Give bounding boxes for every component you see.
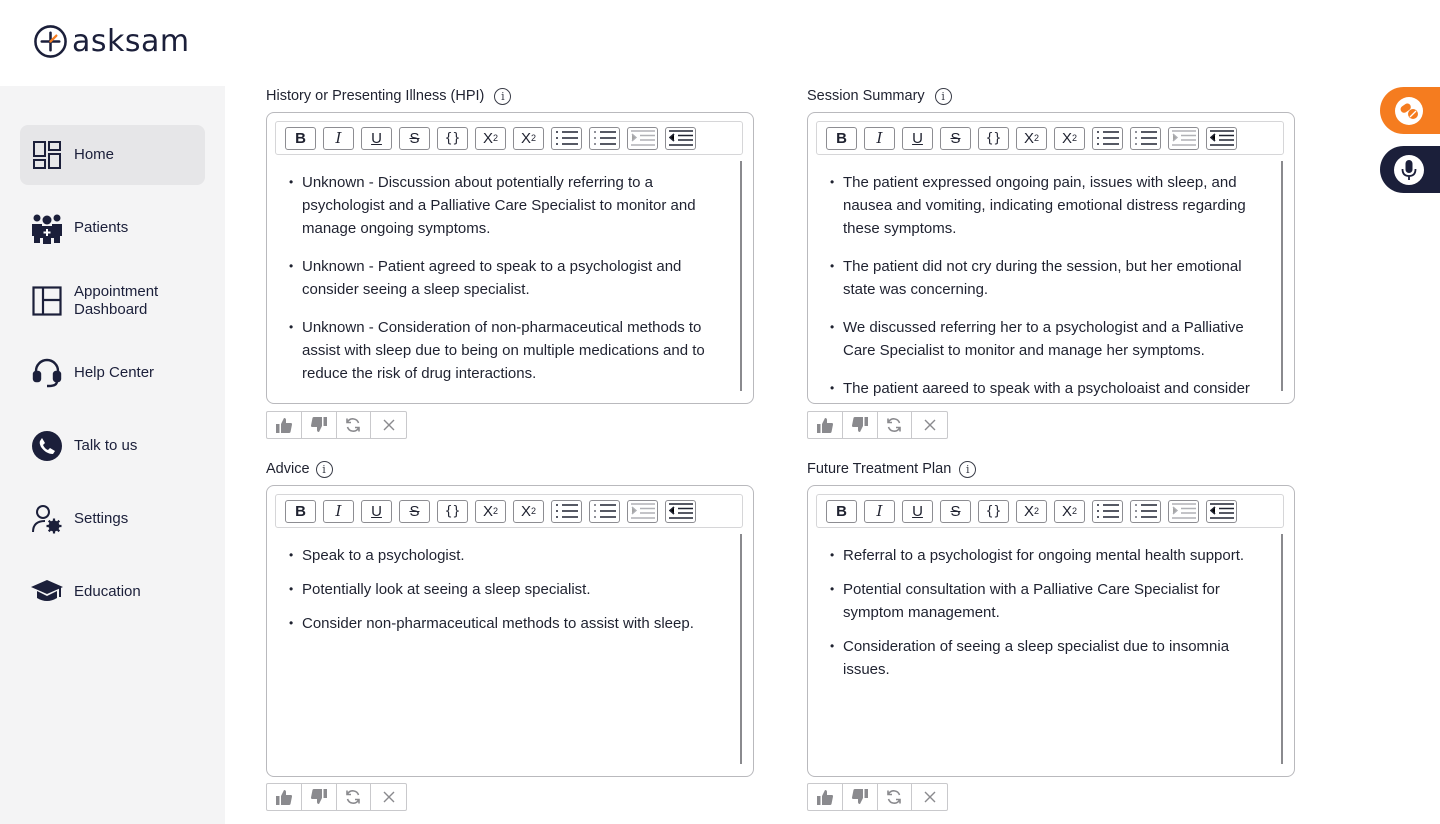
list-item: • Speak to a psychologist. bbox=[289, 544, 729, 567]
bold-button[interactable]: B bbox=[285, 500, 316, 523]
subscript-mark: 2 bbox=[1072, 506, 1078, 516]
indent-button[interactable] bbox=[1168, 500, 1199, 523]
info-icon[interactable]: i bbox=[494, 88, 511, 105]
app-header bbox=[0, 0, 1440, 86]
sidebar-item-settings[interactable] bbox=[20, 489, 205, 549]
underline-button[interactable]: U bbox=[902, 500, 933, 523]
bullet-list-button[interactable] bbox=[1092, 127, 1123, 150]
refresh-icon bbox=[345, 417, 361, 433]
thumbs-up-icon bbox=[276, 789, 292, 805]
indent-button[interactable] bbox=[627, 500, 658, 523]
close-icon bbox=[383, 791, 395, 803]
indent-icon bbox=[1172, 503, 1196, 519]
strikethrough-button[interactable]: S bbox=[940, 500, 971, 523]
editor-toolbar bbox=[816, 121, 1284, 155]
bullet-list bbox=[289, 544, 729, 635]
subscript-base: X bbox=[520, 502, 531, 520]
sidebar-item-label: Patients bbox=[74, 219, 129, 236]
regenerate-button[interactable] bbox=[878, 784, 913, 810]
subscript-button[interactable] bbox=[513, 127, 544, 150]
thumbs-up-button[interactable] bbox=[267, 784, 302, 810]
numbered-list-button[interactable] bbox=[1130, 500, 1161, 523]
strikethrough-button[interactable]: S bbox=[399, 127, 430, 150]
phone-icon bbox=[30, 429, 64, 463]
strikethrough-button[interactable]: S bbox=[940, 127, 971, 150]
dashboard-icon bbox=[30, 284, 64, 318]
dismiss-button[interactable] bbox=[371, 412, 406, 438]
numbered-list-icon bbox=[594, 131, 616, 145]
patients-icon bbox=[30, 211, 64, 245]
bullet-list bbox=[830, 544, 1270, 681]
bullet-list-icon bbox=[1097, 504, 1119, 518]
subscript-mark: 2 bbox=[1072, 133, 1078, 143]
numbered-list-button[interactable] bbox=[1130, 127, 1161, 150]
sidebar-item-label: Appointment Dashboard bbox=[74, 283, 159, 318]
indent-icon bbox=[631, 503, 655, 519]
editor-content[interactable] bbox=[289, 171, 729, 401]
subscript-mark: 2 bbox=[531, 133, 537, 143]
scrollbar[interactable] bbox=[1281, 534, 1283, 764]
subscript-button[interactable] bbox=[1054, 500, 1085, 523]
panel-title-text: Advice bbox=[266, 461, 310, 477]
feedback-bar bbox=[807, 411, 948, 439]
thumbs-up-icon bbox=[817, 789, 833, 805]
list-item: • Unknown - Discussion about potentially referring to a psychologist and a Palliative Care Specialist to monitor and manage ongoing symptoms. bbox=[289, 171, 729, 240]
sidebar-item-patients[interactable] bbox=[20, 198, 205, 258]
close-icon bbox=[924, 419, 936, 431]
underline-button[interactable]: U bbox=[361, 500, 392, 523]
superscript-base: X bbox=[1023, 502, 1034, 520]
underline-button[interactable]: U bbox=[361, 127, 392, 150]
sidebar-item-home[interactable] bbox=[20, 125, 205, 185]
info-icon[interactable]: i bbox=[316, 461, 333, 478]
bullet-list-icon bbox=[556, 504, 578, 518]
future-treatment-plan-editor[interactable] bbox=[807, 485, 1295, 777]
numbered-list-icon bbox=[594, 504, 616, 518]
bold-button[interactable]: B bbox=[285, 127, 316, 150]
subscript-mark: 2 bbox=[531, 506, 537, 516]
sidebar bbox=[0, 86, 225, 824]
panel-title bbox=[266, 459, 333, 479]
superscript-mark: 2 bbox=[493, 506, 499, 516]
superscript-mark: 2 bbox=[493, 133, 499, 143]
numbered-list-icon bbox=[1135, 131, 1157, 145]
bullet-list bbox=[830, 171, 1270, 400]
panel-title-text: Future Treatment Plan bbox=[807, 461, 952, 477]
advice-editor[interactable] bbox=[266, 485, 754, 777]
subscript-button[interactable] bbox=[1054, 127, 1085, 150]
editor-toolbar bbox=[275, 121, 743, 155]
editor-content[interactable] bbox=[289, 544, 729, 774]
superscript-base: X bbox=[482, 129, 493, 147]
thumbs-up-icon bbox=[276, 417, 292, 433]
close-icon bbox=[383, 419, 395, 431]
headset-icon bbox=[30, 356, 64, 390]
italic-button[interactable]: I bbox=[323, 127, 354, 150]
bullet-list-icon bbox=[1097, 131, 1119, 145]
list-item: • The patient aareed to speak with a psycholoaist and consider bbox=[830, 377, 1270, 400]
hpi-editor[interactable] bbox=[266, 112, 754, 404]
scrollbar[interactable] bbox=[740, 161, 742, 391]
editor-toolbar bbox=[275, 494, 743, 528]
dismiss-button[interactable] bbox=[371, 784, 406, 810]
subscript-base: X bbox=[520, 129, 531, 147]
sidebar-item-label: Talk to us bbox=[74, 437, 138, 454]
brand-name: asksam bbox=[72, 24, 190, 59]
info-icon[interactable]: i bbox=[935, 88, 952, 105]
logo-plus-icon bbox=[33, 24, 68, 59]
thumbs-up-icon bbox=[817, 417, 833, 433]
regenerate-button[interactable] bbox=[878, 412, 913, 438]
user-gear-icon bbox=[30, 502, 64, 536]
outdent-button[interactable] bbox=[665, 500, 696, 523]
list-item: • We discussed referring her to a psychologist and a Palliative Care Specialist to monitor and manage her symptoms. bbox=[830, 316, 1270, 362]
bullet-list bbox=[289, 171, 729, 385]
list-item: • Unknown - Patient agreed to speak to a psychologist and consider seeing a sleep specialist. bbox=[289, 255, 729, 301]
list-item: • The patient expressed ongoing pain, issues with sleep, and nausea and vomiting, indicating emotional distress regarding these symptoms. bbox=[830, 171, 1270, 240]
scrollbar[interactable] bbox=[740, 534, 742, 764]
regenerate-button[interactable] bbox=[337, 412, 372, 438]
feedback-bar bbox=[266, 783, 407, 811]
numbered-list-button[interactable] bbox=[589, 500, 620, 523]
list-item: • Potentially look at seeing a sleep specialist. bbox=[289, 578, 729, 601]
underline-button[interactable]: U bbox=[902, 127, 933, 150]
superscript-base: X bbox=[482, 502, 493, 520]
code-button[interactable]: {} bbox=[437, 127, 468, 150]
bullet-list-button[interactable] bbox=[551, 500, 582, 523]
superscript-mark: 2 bbox=[1034, 133, 1040, 143]
indent-icon bbox=[1172, 130, 1196, 146]
subscript-base: X bbox=[1061, 502, 1072, 520]
thumbs-down-icon bbox=[852, 789, 868, 805]
home-grid-icon bbox=[30, 138, 64, 172]
editor-content[interactable] bbox=[830, 171, 1270, 401]
thumbs-up-button[interactable] bbox=[808, 784, 843, 810]
refresh-icon bbox=[345, 789, 361, 805]
close-icon bbox=[924, 791, 936, 803]
list-item: • Consideration of seeing a sleep specialist due to insomnia issues. bbox=[830, 635, 1270, 681]
sidebar-item-help-center[interactable] bbox=[20, 343, 205, 403]
logo[interactable] bbox=[33, 24, 190, 59]
list-item: • Potential consultation with a Palliative Care Specialist for symptom management. bbox=[830, 578, 1270, 624]
thumbs-up-button[interactable] bbox=[808, 412, 843, 438]
bullet-list-icon bbox=[556, 131, 578, 145]
bold-button[interactable]: B bbox=[826, 500, 857, 523]
sidebar-item-education[interactable] bbox=[20, 562, 205, 622]
panel-title-text: History or Presenting Illness (HPI) bbox=[266, 88, 485, 104]
italic-button[interactable]: I bbox=[864, 127, 895, 150]
thumbs-up-button[interactable] bbox=[267, 412, 302, 438]
thumbs-down-button[interactable] bbox=[843, 412, 878, 438]
italic-button[interactable]: I bbox=[323, 500, 354, 523]
strikethrough-button[interactable]: S bbox=[399, 500, 430, 523]
feedback-bar bbox=[807, 783, 948, 811]
superscript-button[interactable] bbox=[1016, 500, 1047, 523]
code-button[interactable]: {} bbox=[437, 500, 468, 523]
regenerate-button[interactable] bbox=[337, 784, 372, 810]
outdent-icon bbox=[669, 503, 693, 519]
graduation-cap-icon bbox=[30, 575, 64, 609]
outdent-button[interactable] bbox=[665, 127, 696, 150]
superscript-base: X bbox=[1023, 129, 1034, 147]
subscript-button[interactable] bbox=[513, 500, 544, 523]
thumbs-down-button[interactable] bbox=[302, 784, 337, 810]
bullet-list-button[interactable] bbox=[551, 127, 582, 150]
microphone-icon bbox=[1393, 154, 1425, 186]
record-float-button[interactable] bbox=[1380, 146, 1440, 193]
outdent-icon bbox=[1210, 503, 1234, 519]
editor-content[interactable] bbox=[830, 544, 1270, 774]
list-item: • Referral to a psychologist for ongoing mental health support. bbox=[830, 544, 1270, 567]
panel-title bbox=[807, 86, 952, 106]
superscript-button[interactable] bbox=[1016, 127, 1047, 150]
dismiss-button[interactable] bbox=[912, 412, 947, 438]
editor-toolbar bbox=[816, 494, 1284, 528]
italic-button[interactable]: I bbox=[864, 500, 895, 523]
panel-title bbox=[807, 459, 976, 479]
code-button[interactable]: {} bbox=[978, 500, 1009, 523]
numbered-list-button[interactable] bbox=[589, 127, 620, 150]
panel-title-text: Session Summary bbox=[807, 88, 925, 104]
sidebar-item-label: Education bbox=[74, 583, 141, 600]
thumbs-down-icon bbox=[311, 417, 327, 433]
thumbs-down-icon bbox=[852, 417, 868, 433]
feedback-bar bbox=[266, 411, 407, 439]
superscript-button[interactable] bbox=[475, 127, 506, 150]
sidebar-item-label: Settings bbox=[74, 510, 129, 527]
superscript-button[interactable] bbox=[475, 500, 506, 523]
sidebar-item-talk-to-us[interactable] bbox=[20, 416, 205, 476]
thumbs-down-button[interactable] bbox=[302, 412, 337, 438]
list-item: • The patient did not cry during the session, but her emotional state was concerning. bbox=[830, 255, 1270, 301]
sidebar-item-label: Help Center bbox=[74, 364, 155, 381]
bold-button[interactable]: B bbox=[826, 127, 857, 150]
refresh-icon bbox=[886, 417, 902, 433]
panel-title bbox=[266, 86, 511, 106]
outdent-icon bbox=[1210, 130, 1234, 146]
refresh-icon bbox=[886, 789, 902, 805]
sidebar-item-label: Home bbox=[74, 146, 115, 163]
code-button[interactable]: {} bbox=[978, 127, 1009, 150]
superscript-mark: 2 bbox=[1034, 506, 1040, 516]
outdent-button[interactable] bbox=[1206, 500, 1237, 523]
bullet-list-button[interactable] bbox=[1092, 500, 1123, 523]
list-item: • Unknown - Consideration of non-pharmaceutical methods to assist with sleep due to being on multiple medications and to reduce the risk of drug interactions. bbox=[289, 316, 729, 385]
medications-float-button[interactable] bbox=[1380, 87, 1440, 134]
numbered-list-icon bbox=[1135, 504, 1157, 518]
indent-icon bbox=[631, 130, 655, 146]
indent-button[interactable] bbox=[627, 127, 658, 150]
info-icon[interactable]: i bbox=[959, 461, 976, 478]
list-item: • Consider non-pharmaceutical methods to assist with sleep. bbox=[289, 612, 729, 635]
session-summary-editor[interactable] bbox=[807, 112, 1295, 404]
thumbs-down-icon bbox=[311, 789, 327, 805]
outdent-icon bbox=[669, 130, 693, 146]
scrollbar[interactable] bbox=[1281, 161, 1283, 391]
pills-icon bbox=[1393, 96, 1425, 126]
sidebar-item-appointment-dashboard[interactable] bbox=[20, 271, 205, 331]
thumbs-down-button[interactable] bbox=[843, 784, 878, 810]
outdent-button[interactable] bbox=[1206, 127, 1237, 150]
subscript-base: X bbox=[1061, 129, 1072, 147]
dismiss-button[interactable] bbox=[912, 784, 947, 810]
indent-button[interactable] bbox=[1168, 127, 1199, 150]
